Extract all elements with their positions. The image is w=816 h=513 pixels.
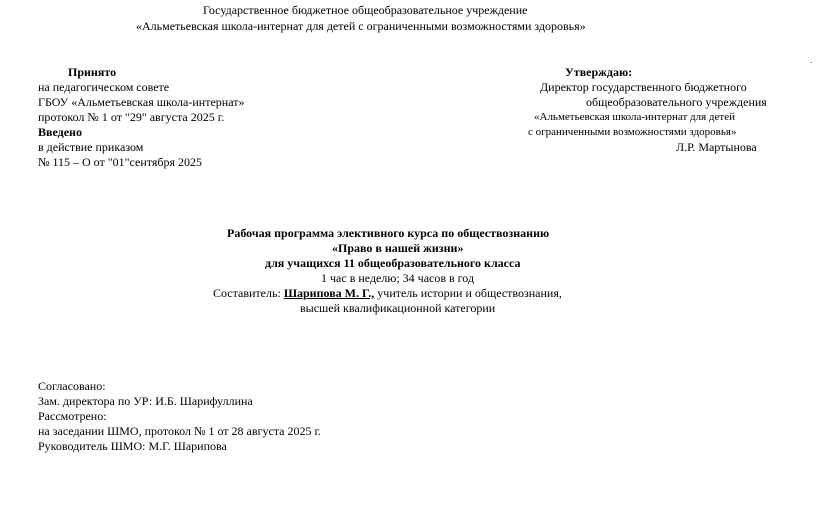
approved-title: Утверждаю:	[565, 65, 633, 79]
school-type-line: Государственное бюджетное общеобразовательное учреждение	[203, 3, 528, 17]
school-name-line: «Альметьевская школа-интернат для детей с ограниченными возможностями здоровья»	[136, 19, 586, 33]
reviewed-title: Рассмотрено:	[38, 409, 107, 423]
shmo-meeting: на заседании ШМО, протокол № 1 от 28 августа 2025 г.	[38, 424, 322, 438]
approved-line-1: Директор государственного бюджетного	[540, 80, 747, 94]
program-hours: 1 час в неделю; 34 часов в год	[321, 271, 475, 285]
author-suffix: учитель истории и обществознания,	[374, 286, 562, 300]
accepted-line-3: протокол № 1 от "29" августа 2025 г.	[38, 110, 225, 124]
deputy-director: Зам. директора по УР: И.Б. Шарифуллина	[38, 394, 253, 408]
program-author	[213, 286, 562, 300]
approved-line-2: общеобразовательного учреждения	[586, 95, 767, 109]
author-qualification: высшей квалификационной категории	[300, 301, 496, 315]
introduced-line-1: в действие приказом	[38, 140, 144, 154]
accepted-title: Принято	[68, 65, 117, 79]
author-prefix: Составитель:	[213, 286, 284, 300]
author-name: Шарипова М. Г.,	[283, 286, 375, 300]
approver-name: Л.Р. Мартынова	[676, 140, 757, 154]
approved-line-4: с ограниченными возможностями здоровья»	[528, 126, 737, 138]
introduced-line-2: № 115 – О от "01"сентября 2025	[38, 155, 203, 169]
program-title-line-2: «Право в нашей жизни»	[332, 241, 464, 255]
program-title-line-3: для учащихся 11 общеобразовательного класса	[265, 256, 521, 270]
approved-line-3: «Альметьевская школа-интернат для детей	[534, 111, 735, 123]
program-title-line-1: Рабочая программа элективного курса по обществознанию	[227, 226, 550, 240]
shmo-head: Руководитель ШМО: М.Г. Шарипова	[38, 439, 227, 453]
agreed-title: Согласовано:	[38, 379, 106, 393]
accepted-line-2: ГБОУ «Альметьевская школа-интернат»	[38, 95, 245, 109]
accepted-line-1: на педагогическом совете	[38, 80, 170, 94]
introduced-title: Введено	[38, 125, 82, 139]
corner-mark: .	[810, 56, 812, 65]
